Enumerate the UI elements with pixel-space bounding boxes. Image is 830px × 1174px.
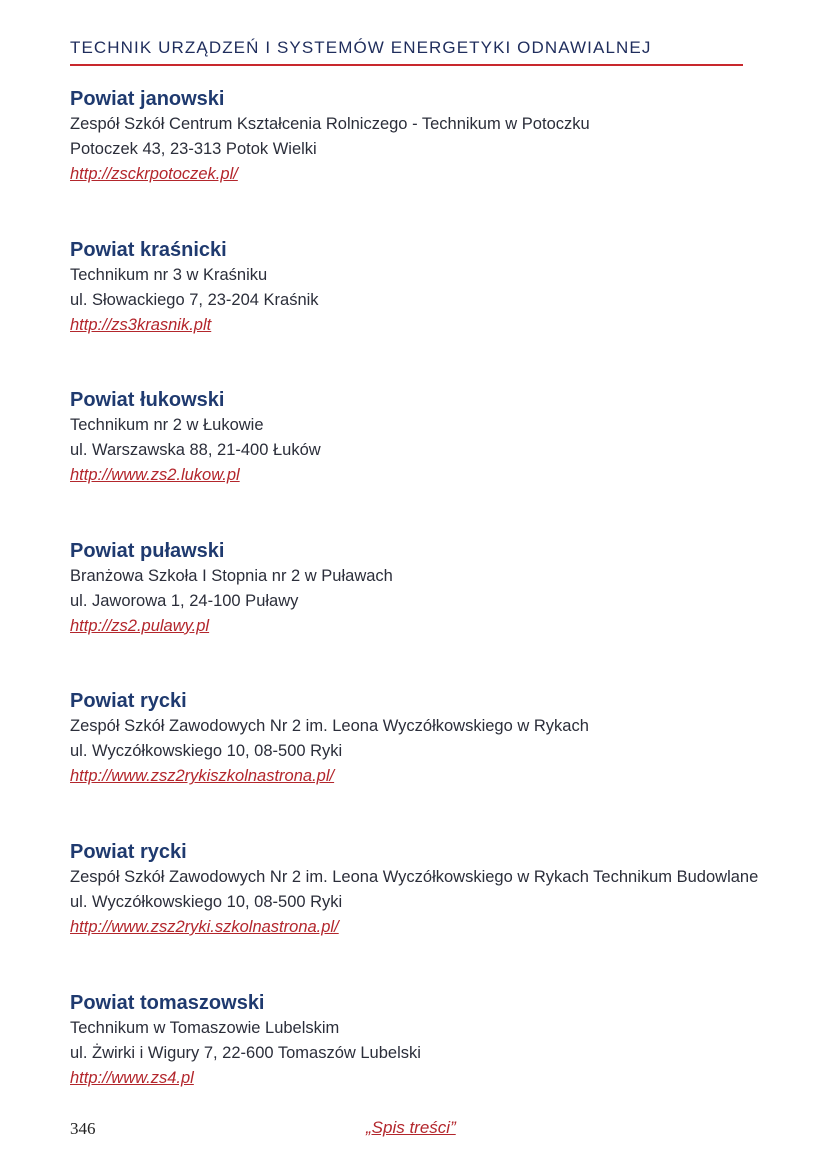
school-address: Potoczek 43, 23-313 Potok Wielki: [70, 140, 317, 158]
school-website-link[interactable]: http://www.zs4.pl: [70, 1068, 194, 1087]
school-website-link[interactable]: http://zs3krasnik.plt: [70, 315, 212, 334]
table-of-contents-link[interactable]: „Spis treści”: [366, 1118, 456, 1137]
school-name: Technikum nr 3 w Kraśniku: [70, 265, 268, 284]
district-heading: Powiat tomaszowski: [70, 991, 265, 1014]
school-website-link[interactable]: http://zs2.pulawy.pl: [70, 616, 210, 635]
school-website-link[interactable]: http://www.zsz2rykiszkolnastrona.pl/: [70, 767, 335, 786]
district-heading: Powiat rycki: [70, 840, 187, 863]
school-website-link[interactable]: http://www.zs2.lukow.pl: [70, 466, 240, 485]
school-address: ul. Warszawska 88, 21-400 Łuków: [70, 441, 321, 460]
school-name: Zespół Szkół Zawodowych Nr 2 im. Leona Wyczółkowskiego w Rykach: [70, 717, 589, 736]
school-name: Branżowa Szkoła I Stopnia nr 2 w Puławach: [70, 566, 393, 585]
school-name: Zespół Szkół Centrum Kształcenia Rolniczego - Technikum w Potoczku: [70, 115, 590, 133]
list-item: [70, 538, 770, 689]
list-item: [70, 237, 770, 388]
school-address: ul. Wyczółkowskiego 10, 08-500 Ryki: [70, 892, 343, 911]
school-name: Technikum w Tomaszowie Lubelskim: [70, 1018, 340, 1037]
district-heading: Powiat puławski: [70, 539, 225, 562]
district-heading: Powiat kraśnicki: [70, 238, 227, 261]
district-heading: Powiat janowski: [70, 88, 225, 110]
list-item: [70, 839, 770, 990]
school-website-link[interactable]: http://www.zsz2ryki.szkolnastrona.pl/: [70, 917, 339, 936]
school-address: ul. Słowackiego 7, 23-204 Kraśnik: [70, 290, 319, 309]
running-header: TECHNIK URZĄDZEŃ I SYSTEMÓW ENERGETYKI ODNAWIALNEJ: [70, 38, 652, 57]
list-item: [70, 387, 770, 538]
school-address: ul. Jaworowa 1, 24-100 Puławy: [70, 591, 299, 610]
school-name: Zespół Szkół Zawodowych Nr 2 im. Leona Wyczółkowskiego w Rykach Technikum Budowlane: [70, 867, 759, 886]
school-address: ul. Wyczółkowskiego 10, 08-500 Ryki: [70, 742, 343, 761]
district-heading: Powiat łukowski: [70, 389, 225, 412]
page-number: 346: [70, 1119, 96, 1138]
header-divider: [70, 64, 743, 66]
district-heading: Powiat rycki: [70, 690, 187, 713]
list-item: [70, 688, 770, 839]
school-list: [70, 86, 770, 1140]
school-address: ul. Żwirki i Wigury 7, 22-600 Tomaszów Lubelski: [70, 1043, 421, 1062]
school-website-link[interactable]: http://zsckrpotoczek.pl/: [70, 165, 238, 183]
school-name: Technikum nr 2 w Łukowie: [70, 416, 264, 435]
list-item: [70, 86, 770, 237]
